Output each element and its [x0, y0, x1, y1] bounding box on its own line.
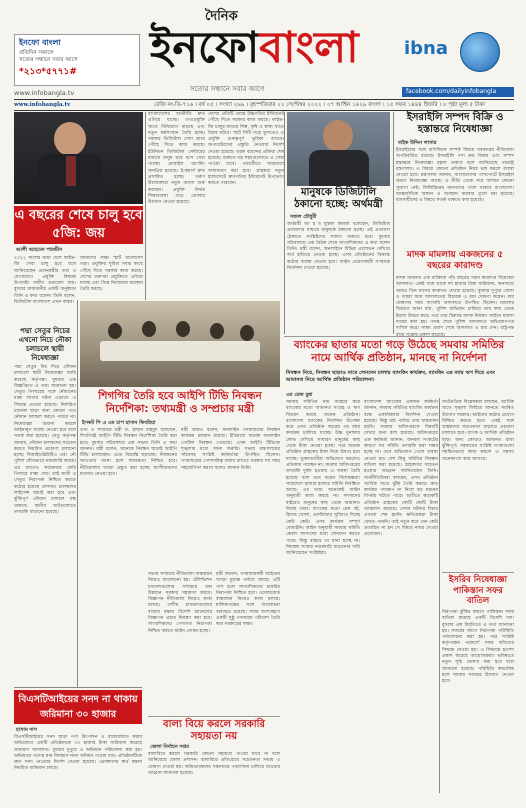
it-meeting-photo [80, 301, 280, 387]
tagline: সত্যের সন্ধানে সবার আগে [190, 85, 265, 93]
facebook-link-text: facebook.com/dailyinfobangla [406, 88, 497, 95]
it-byline: ইসকট পি এ এম চাপ হাসান কিবরিয়া [82, 420, 156, 426]
bsti-body: বিএসটিআইয়ের সনদ ছাড়া পণ্য উৎপাদন ও বাজারজাত করার অভিযোগে একটি প্রতিষ্ঠানকে ৩০ হাজার টাকা জরিমানা করেছে ভ্রাম্যমাণ আদালত। বুধবার দুপুরে এ অভিযান পরিচালনা করা হয়। অভিযানে পণ্যের মান নিয়ন্ত্রণে নানা অনিয়ম পাওয়া যায়। প্রতিষ্ঠানটিকে দ্রুত সনদ নেওয়ার নির্দেশ দেওয়া হয়েছে। ভোক্তাদের স্বার্থ রক্ষায় নিয়মিত অভিযান চলবে। [14, 735, 142, 772]
joy-continued-col1: বাংলাদেশের অর্থনীতি দ্রুত এগিয়ে যাচ্ছে। তথ্যপ্রযুক্তি খাতে বিনিয়োগ বাড়ছে এবং নতুন কর্মসংস্থান তৈরি হচ্ছে। সরকার ডিজিটাল সেবা গ্রামে পৌঁছে দিতে কাজ করছে। ইউনিয়ন ডিজিটাল সেন্টারের মাধ্যমে মানুষ ঘরে বসে সেবা পাচ্ছে। মোবাইল ব্যাংকিং জনপ্রিয় হয়েছে। ই-কমার্স দ্রুত প্রসারিত হচ্ছে। তরুণ উদ্যোক্তারা নতুন ব্যবসা শুরু করছেন। প্রযুক্তি নির্ভর শিক্ষাব্যবস্থা গড়ে তোলার উদ্যোগ নেওয়া হয়েছে। [148, 112, 205, 206]
bank-body-col1: সমবায় সমিতির নাম ব্যবহার করে ব্যাংকের মতো আমানত সংগ্রহ ও ঋণ বিতরণ করছে অনেক প্রতিষ্ঠান। বাংলাদেশ ব্যাংকের নির্দেশনা উপেক্ষা করে এসব প্রতিষ্ঠান বছরের পর বছর কার্যক্রম চালিয়ে যাচ্ছে। উচ্চ মুনাফার লোভ দেখিয়ে সাধারণ মানুষের কাছ থেকে টাকা নেওয়া হচ্ছে। পরে অনেক প্রতিষ্ঠান গ্রাহকের টাকা নিয়ে উধাও হয়ে যাচ্ছে। ভুক্তভোগীরা অভিযোগ করলেও প্রতিকার পাচ্ছেন না। সমবায় অধিদপ্তরের তদারকি দুর্বল হওয়ায় এ অবস্থা তৈরি হয়েছে বলে মনে করেন বিশেষজ্ঞরা। সারাদেশে হাজার হাজার সমিতি নিবন্ধিত আছে। এর মধ্যে অনেকেই আইন অনুযায়ী কাজ করছে না। সদস্যদের বাইরেও মানুষের কাছ থেকে আমানত নিচ্ছে তারা। ব্যাংকের মতো চেক বই, হিসাব খোলা, এফডিআর সুবিধাও দিচ্ছে কেউ কেউ। এসব কার্যক্রম সম্পূর্ণ বেআইনি। আইন অনুযায়ী সমবায় সমিতি কেবল সদস্যদের মধ্যে লেনদেন করতে পারে। কিন্তু বাস্তবে তা মানা হচ্ছে না। নিয়ন্ত্রক সংস্থার নজরদারি বাড়ানোর দাবি জানিয়েছেন সংশ্লিষ্টরা। [286, 400, 360, 557]
joy-continued-col2: দেশের প্রতিটি প্রান্তে উচ্চগতির ইন্টারনেট পৌঁছে দিতে সরকার কাজ করছে। ফাইভ-জি চালুর মাধ্যমে শিল্প, কৃষি ও স্বাস্থ্য খাতে বিপ্লব ঘটবে। স্মার্ট সিটি গড়ে তুলতেও এ প্রযুক্তি গুরুত্বপূর্ণ ভূমিকা রাখবে। অপারেটরদের প্রস্তুতি নেওয়ার নির্দেশ দেওয়া হয়েছে। তরঙ্গ বরাদ্দের প্রক্রিয়া শেষ হয়েছে। শুরুতে বড় শহরগুলোতে এ সেবা পাওয়া যাবে। পরবর্তীতে সারাদেশে সম্প্রসারণ করা হবে। গ্রাহকরা নতুন হ্যান্ডসেটে দ্রুতগতির ইন্টারনেট উপভোগ করতে পারবেন। [208, 112, 284, 187]
ad-brand: ইনফো বাংলা [19, 38, 61, 47]
bsti-byline: হাসান দাস [16, 727, 37, 733]
column-rule [145, 112, 146, 300]
joy-photo [14, 112, 143, 204]
israeli-headline[interactable]: ইসরাইলি সম্পদ বিক্রি ও হস্তান্তরে নিষেধাজ্ঞা [406, 112, 504, 135]
it-headline[interactable]: শিগগির তৈরি হবে আইপি টিভি নিবন্ধন নির্দেশিকা: তথ্যমন্ত্রী ও সম্প্রচার মন্ত্রী [98, 390, 262, 415]
logo-part-1: ইনফো [150, 23, 260, 73]
joy-headline[interactable]: এ বছরের শেষে চালু হবে ৫জি: জয় [14, 206, 143, 244]
advertisement-box[interactable] [14, 34, 140, 86]
pakistan-headline[interactable]: ইসরিব নিষেধাজ্ঞা পাকিস্তান সফর বাতিল [442, 572, 514, 607]
facebook-link[interactable] [402, 87, 514, 97]
globe-icon [460, 32, 500, 72]
joy-byline: আলী আহমেদ পারভীন [16, 247, 63, 253]
child-marriage-headline[interactable]: বাল্য বিয়ে করলে সরকারি সহায়তা নয় [148, 716, 280, 743]
right-lower-body: অর্থনৈতিক বিশ্লেষকরা বলছেন, আর্থিক খাতে শৃঙ্খলা ফিরিয়ে আনতে সমন্বিত উদ্যোগ দরকার। আইনের কঠোর প্রয়োগ নিশ্চিত করতে হবে। একই সঙ্গে গ্রাহকদের সচেতনতা বাড়াতে প্রচারণা চালাতে হবে। ব্যাংক ও আর্থিক প্রতিষ্ঠান ছাড়া অন্য কোথাও আমানত রাখা ঝুঁকিপূর্ণ। সরকারের সংশ্লিষ্ট সংস্থাগুলো সমন্বিতভাবে কাজ করলে এ সমস্যা অনেকাংশে কমে আসবে। [442, 400, 514, 462]
finance-minister-photo [287, 112, 390, 186]
bank-deck: নিবন্ধন নিয়ে, নিবন্ধন ছাড়াও নামে লেনদেন চালায় ব্যাংকিং কার্যক্রম, ব্যাংকিং এর ন্যায় ঋণ দিয়ে এবং আমানত নিয়ে আর্থিক প্রতিষ্ঠান পরিচালনা। [286, 370, 495, 383]
child-byline: জেলা নির্বাচন দপ্তর [150, 744, 189, 750]
dateline-site[interactable]: www.infobangla.tv [14, 102, 71, 108]
finance-body: অর্থমন্ত্রী আ হ ম মুস্তফা কামাল বলেছেন, ডিজিটাল প্রতারণার মাধ্যমে মানুষকে ঠকানো হচ্ছে। এই প্রতারণা ঠেকাতে সংশ্লিষ্টদের সজাগ থাকতে হবে। বুধবার সচিবালয়ে এক বৈঠক শেষে সাংবাদিকদের এ কথা বলেন তিনি। মন্ত্রী বলেন, অনলাইনে বিভিন্ন প্রলোভন দেখিয়ে অর্থ হাতিয়ে নেওয়া হচ্ছে। এসব প্রতিষ্ঠানের বিরুদ্ধে কঠোর ব্যবস্থা নেওয়া হবে। আইন প্রয়োগকারী সংস্থাকে নির্দেশনা দেওয়া হয়েছে। [287, 222, 390, 272]
ibna-logo[interactable] [402, 30, 504, 72]
finance-byline: সজল চৌধুরী [290, 214, 317, 220]
column-rule [284, 112, 285, 334]
dateline-date: রেজি নং-ডি-৭১৬ । বর্ষ ০৫ । সংখ্যা ২৬৯ । বৃহস্পতিবার ২২ সেপ্টেম্বর ২০২২ । ০৭ আশ্বিন ১৪২৯ বাংলা । ১৫ সফর ১৪৪৪ হিজরি । ৮ পৃষ্ঠা মূল্য ৫ টাকা [154, 102, 485, 108]
column-rule [439, 398, 440, 793]
ad-line-1: প্রতিদিন সকালে [19, 50, 54, 56]
logo-part-2: বাংলা [259, 23, 359, 73]
drug-body: মাদক মামলায় এক ব্যক্তিকে পাঁচ বছরের সশ্রম কারাদণ্ড দিয়েছেন আদালত। একই সঙ্গে তাকে দশ হাজার টাকা জরিমানা, অনাদায়ে আরও তিন মাসের কারাদণ্ড দেওয়া হয়েছে। বুধবার দুপুরে জেলা ও দায়রা জজ আদালতের বিচারক এ রায় ঘোষণা করেন। রায় ঘোষণার সময় আসামি আদালতে উপস্থিত ছিলেন। মামলার বিবরণে জানা যায়, পুলিশ অভিযান চালিয়ে তার কাছ থেকে ইয়াবা উদ্ধার করে। পরে তার বিরুদ্ধে মাদক নিয়ন্ত্রণ আইনে মামলা দায়ের করা হয়। তদন্ত শেষে পুলিশ আদালতে অভিযোগপত্র দাখিল করে। সাক্ষ্য প্রমাণ শেষে আদালত এ রায় দেন। রাষ্ট্রপক্ষ রায়ে সন্তোষ প্রকাশ করেছে। [396, 276, 514, 338]
ibna-logo-text: ibna [404, 38, 449, 59]
newspaper-logo[interactable] [150, 20, 385, 76]
dateline-bar [14, 99, 514, 111]
bsti-headline[interactable]: বিএসটিআইয়ের সনদ না থাকায় জরিমানা ৩০ হাজার [14, 690, 142, 724]
bank-byline: এম রেজ মুন্না [286, 392, 313, 398]
website-link[interactable]: www.infobangla.tv [14, 89, 75, 97]
israeli-body: ইসরাইলের সঙ্গে বাণিজ্যিক সম্পর্ক বিষয়ে সরকারের নীতিমালা অপরিবর্তিত রয়েছে। ইসরাইলি পণ্য ক্রয় বিক্রয় এবং সম্পদ হস্তান্তরে নিষেধাজ্ঞা বহাল থাকবে বলে জানিয়েছে পররাষ্ট্র মন্ত্রণালয়। এ বিষয়ে কোনো প্রতিষ্ঠান নিয়ম ভঙ্গ করলে ব্যবস্থা নেওয়া হবে। মন্ত্রণালয় জানায়, বাংলাদেশের পাসপোর্টে ইসরাইল ভ্রমণে নিষেধাজ্ঞা আছে। এ নীতি থেকে সরে আসার কোনো সুযোগ নেই। ফিলিস্তিনের জনগণের পাশে থাকবে বাংলাদেশ। আন্তর্জাতিক অঙ্গনে এ অবস্থান বারবার তুলে ধরা হয়েছে। ব্যবসায়ীদের এ বিষয়ে সতর্ক থাকতে বলা হয়েছে। [396, 148, 514, 204]
it-body-col2: মন্ত্রী আরও বলেন, অনলাইন গণমাধ্যমের নিবন্ধন কার্যক্রম চলমান রয়েছে। ইতিমধ্যে অনেক অনলাইন পোর্টাল নিবন্ধন পেয়েছে। এখন আইপি টিভিকে শৃঙ্খলার মধ্যে আনা জরুরি। সভায় মন্ত্রণালয়ের সচিবসহ সংশ্লিষ্ট কর্মকর্তারা উপস্থিত ছিলেন। গণমাধ্যমের পেশাদারিত্ব বজায় রাখতে সরকার সব সময় সহযোগিতা করবে বলেও জানান তিনি। [181, 428, 280, 471]
child-body: বাল্যবিয়ে করলে সরকারি কোনো সহায়তা পাওয়া যাবে না বলে জানিয়েছে জেলা প্রশাসন। বাল্যবিয়ে প্রতিরোধে সচেতনতা সভায় এ ঘোষণা দেওয়া হয়। অভিভাবকদের সন্তানদের পড়াশোনা চালিয়ে যাওয়ার আহ্বান জানানো হয়েছে। [148, 752, 280, 776]
joy-body-col1: ২০২২ সালের মধ্যে দেশে ফাইভ-জি সেবা চালু হবে বলে জানিয়েছেন প্রধানমন্ত্রীর তথ্য ও যোগাযোগ প্রযুক্তি বিষয়ক উপদেষ্টা সজীব ওয়াজেদ জয়। বুধবার রাজধানীর একটি অনুষ্ঠানে তিনি এ কথা বলেন। তিনি বলেন, ডিজিটাল বাংলাদেশ এখন বাস্তব। [14, 256, 76, 306]
bank-body-col2: বাংলাদেশ ব্যাংকের একজন কর্মকর্তা জানান, সমবায় সমিতির ব্যাংকিং কার্যক্রম বন্ধে একাধিকবার নির্দেশনা দেওয়া হয়েছে। কিন্তু মাঠ পর্যায়ে তার বাস্তবায়ন হয়নি। সমবায় অধিদপ্তরকে বিষয়টি দেখার জন্য বলা হয়েছে। অধিদপ্তরের এক কর্মকর্তা জানান, জনবল সংকটের কারণে সব সমিতি তদারকি করা সম্ভব হচ্ছে না। তবে অভিযোগ পেলে ব্যবস্থা নেওয়া হয়। বেশ কিছু সমিতির নিবন্ধন বাতিল করা হয়েছে। গ্রাহকদের সচেতন হওয়ার আহ্বান জানিয়েছেন তিনি। অর্থনীতিবিদরা বলছেন, এসব প্রতিষ্ঠান আর্থিক খাতে ঝুঁকি তৈরি করছে। দ্রুত কার্যকর পদক্ষেপ না নিলে বড় ধরনের বিপর্যয় ঘটতে পারে। অতীতে কয়েকটি প্রতিষ্ঠান গ্রাহকের কোটি কোটি টাকা আত্মসাৎ করেছে। সেসব ঘটনার বিচার এখনো শেষ হয়নি। ক্ষতিগ্রস্তরা টাকা ফেরত পাননি। তাই নতুন করে যেন কেউ প্রতারিত না হন সে বিষয়ে নজর দেওয়া প্রয়োজন। [364, 400, 438, 538]
it-body-col1: তথ্য ও সম্প্রচার মন্ত্রী ড. হাছান মাহমুদ বলেছেন, শিগগিরই আইপি টিভি নিবন্ধন নির্দেশিকা তৈরি করা হবে। বুধবার সচিবালয়ে এক সভায় তিনি এ কথা জানান। মন্ত্রী বলেন, অনেকে নিবন্ধন ছাড়াই আইপি টিভি চালাচ্ছেন। এতে বিভ্রান্তি ছড়াচ্ছে। নিবন্ধনের আওতায় আনা হলে দায়বদ্ধতা নিশ্চিত হবে। নীতিমালার খসড়া প্রস্তুত করা হচ্ছে। অংশীজনদের মতামত নেওয়া হবে। [80, 428, 177, 478]
israeli-byline: বাইক উদ্দিন লাসার [398, 140, 437, 146]
it-body-col3: সভায় সম্প্রচার নীতিমালা বাস্তবায়ন নিয়েও আলোচনা হয়। টেলিভিশন চ্যানেলগুলোর সম্প্রচার মান উন্নয়নে সরকার সহায়তা করবে। বিজ্ঞাপন নীতিমালা নিয়েও কাজ চলছে। দেশীয় চ্যানেলগুলোর বাজার রক্ষায় বিদেশি চ্যানেলের বিজ্ঞাপন প্রচার নিয়ন্ত্রণ করা হবে। সাংবাদিকদের পেশাগত নিরাপত্তা নিশ্চিত করতে আইন প্রণয়ন হচ্ছে। [148, 572, 212, 634]
bank-headline[interactable]: ব্যাংকের ছাতার মতো গড়ে উঠেছে সমবায় সমিতির নামে আর্থিক প্রতিষ্ঠান, মানছে না নির্দেশনা [284, 336, 514, 365]
ad-number: *২১৩*৫৭৭১# [19, 67, 77, 78]
padma-headline[interactable]: পদ্মা সেতুর নিচের এখনো নিচে নৌকা চলাচলে স্থায়ী নিষেধাজ্ঞা [18, 327, 72, 362]
joy-body-col2: আমাদের লক্ষ্য স্মার্ট বাংলাদেশ গড়া। প্রযুক্তির সুবিধা সবার কাছে পৌঁছে দিতে সরকার কাজ করছে। দেশের তরুণরা প্রযুক্তিতে এগিয়ে যাচ্ছে এবং বিশ্বে নিজেদের অবস্থান তৈরি করছে। [80, 256, 143, 293]
masthead [0, 0, 526, 98]
padma-body: পদ্মা সেতুর নিচ দিয়ে নৌযান চলাচলে স্থায়ী নিষেধাজ্ঞা জারি করেছে কর্তৃপক্ষ। বুধবার এক বিজ্ঞপ্তিতে এ তথ্য জানানো হয়। সেতুর পিলারের সঙ্গে নৌযানের ধাক্কা লাগার ঘটনা এড়াতে এ সিদ্ধান্ত নেওয়া হয়েছে। নির্ধারিত চ্যানেল ছাড়া অন্য কোনো পথে নৌযান চলাচল করতে পারবে না। নিষেধাজ্ঞা অমান্য করলে আইনানুগ ব্যবস্থা নেওয়া হবে বলে সতর্ক করা হয়েছে। সেতু কর্তৃপক্ষ জানায়, নৌযান চালকদের সচেতন করতে নিয়মিত প্রচারণা চালানো হচ্ছে। বিআইডব্লিউটিএ এবং নৌ পুলিশ যৌথভাবে নজরদারি করছে। এর আগেও কয়েকবার ফেরি পিলারে ধাক্কা দেয়। তাই যাত্রী ও সেতুর নিরাপত্তা নিশ্চিত করতে কঠোর হয়েছে প্রশাসন। চালকদের লাইসেন্স যাচাই করা হবে এবং ঝুঁকিপূর্ণ নৌযান চলাচল বন্ধ থাকবে। স্থানীয় ঘাটগুলোতে তদারকি বাড়ানো হয়েছে। [14, 365, 76, 515]
logo-kicker: দৈনিক [205, 9, 238, 24]
finance-headline[interactable]: মানুষকে ডিজিটালি ঠকানো হচ্ছে: অর্থমন্ত্রী [294, 187, 383, 210]
ad-line-2: সত্যের সন্ধানে সবার আগে [19, 56, 78, 63]
column-rule [393, 112, 394, 334]
drug-headline[interactable]: মাদক মামলায় একজনের ৫ বছরের কারাদণ্ড [406, 250, 504, 271]
it-body-col4: মন্ত্রী জানান, গণমাধ্যমকর্মী আইনের খসড়া চূড়ান্ত পর্যায়ে আছে। এটি পাস হলে সাংবাদিকদের চাকরির নিরাপত্তা নিশ্চিত হবে। ওয়েজবোর্ড বাস্তবায়ন নিয়েও কাজ চলছে। মালিকপক্ষের সঙ্গে আলোচনা অব্যাহত রয়েছে। সবার অংশগ্রহণে একটি সুষ্ঠু গণমাধ্যম পরিবেশ তৈরি করা সরকারের লক্ষ্য। [216, 572, 280, 628]
section-rule [14, 687, 142, 688]
column-rule [77, 300, 78, 688]
pakistan-body: নিরাপত্তা ঝুঁকির কারণে পাকিস্তান সফর বাতিল করেছে একটি বিদেশি দল। বুধবার এক বিবৃতিতে এ তথ্য জানানো হয়। সফরের আগে নিরাপত্তা পরিস্থিতি পর্যালোচনা করা হয়। পরে সংশ্লিষ্ট কর্তৃপক্ষের পরামর্শে সফর স্থগিতের সিদ্ধান্ত নেওয়া হয়। এ সিদ্ধান্তে হতাশা প্রকাশ করেছে আয়োজকরা। ভবিষ্যতে নতুন সূচি ঘোষণা করা হবে বলে জানানো হয়েছে। পরিস্থিতি স্বাভাবিক হলে আবার সফরের উদ্যোগ নেওয়া হবে। [442, 610, 514, 685]
